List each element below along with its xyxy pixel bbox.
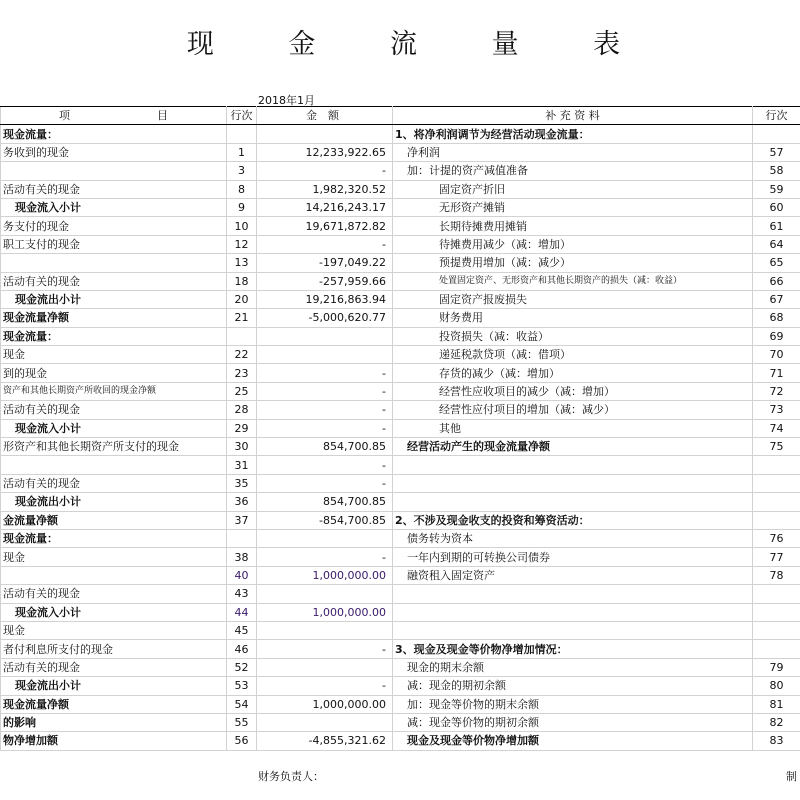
header-supplement: 补 充 资 料 <box>393 107 753 125</box>
table-row <box>1 566 800 584</box>
row-amount: - <box>257 401 393 419</box>
table-row <box>1 713 800 731</box>
row-item: 现金 <box>1 621 227 639</box>
row-item <box>1 254 227 272</box>
row-number: 20 <box>227 290 257 308</box>
row-number: 45 <box>227 621 257 639</box>
table-row <box>1 217 800 235</box>
supplement-item: 投资损失（减：收益） <box>393 327 753 345</box>
row-number: 21 <box>227 309 257 327</box>
supplement-row-number <box>753 125 800 143</box>
supplement-row-number: 74 <box>753 419 800 437</box>
table-row <box>1 658 800 676</box>
supplement-row-number <box>753 621 800 639</box>
row-number: 36 <box>227 493 257 511</box>
row-item: 资产和其他长期资产所收回的现金净额 <box>1 382 227 400</box>
row-amount: - <box>257 474 393 492</box>
preparer-label: 制 <box>786 770 797 783</box>
row-amount <box>257 621 393 639</box>
row-amount <box>257 658 393 676</box>
row-number: 43 <box>227 585 257 603</box>
table-row <box>1 162 800 180</box>
row-amount: - <box>257 640 393 658</box>
supplement-item: 预提费用增加（减：减少） <box>393 254 753 272</box>
supplement-item: 处置固定资产、无形资产和其他长期资产的损失（减：收益） <box>393 272 753 290</box>
row-item: 务支付的现金 <box>1 217 227 235</box>
supplement-row-number: 68 <box>753 309 800 327</box>
row-amount: - <box>257 162 393 180</box>
row-number: 28 <box>227 401 257 419</box>
supplement-row-number: 79 <box>753 658 800 676</box>
supplement-item <box>393 585 753 603</box>
row-amount: -854,700.85 <box>257 511 393 529</box>
header-item-b: 目 <box>157 109 168 123</box>
row-amount: -197,049.22 <box>257 254 393 272</box>
row-item: 现金流量： <box>1 529 227 547</box>
row-item: 活动有关的现金 <box>1 401 227 419</box>
header-amount: 金 额 <box>257 107 393 125</box>
row-number: 25 <box>227 382 257 400</box>
row-number: 31 <box>227 456 257 474</box>
supplement-row-number: 70 <box>753 346 800 364</box>
table-row <box>1 419 800 437</box>
row-amount <box>257 529 393 547</box>
supplement-row-number: 66 <box>753 272 800 290</box>
row-amount: 19,671,872.82 <box>257 217 393 235</box>
supplement-item: 加：计提的资产减值准备 <box>393 162 753 180</box>
supplement-item: 减：现金的期初余额 <box>393 677 753 695</box>
supplement-item: 现金的期末余额 <box>393 658 753 676</box>
row-item <box>1 456 227 474</box>
header-row-no: 行次 <box>227 107 257 125</box>
table-row <box>1 254 800 272</box>
supplement-row-number: 64 <box>753 235 800 253</box>
row-number: 53 <box>227 677 257 695</box>
supplement-row-number <box>753 493 800 511</box>
supplement-row-number <box>753 603 800 621</box>
supplement-item: 融资租入固定资产 <box>393 566 753 584</box>
supplement-item <box>393 493 753 511</box>
row-item: 活动有关的现金 <box>1 658 227 676</box>
supplement-row-number: 83 <box>753 732 800 750</box>
row-number: 10 <box>227 217 257 235</box>
table-row <box>1 346 800 364</box>
row-item: 活动有关的现金 <box>1 272 227 290</box>
row-amount <box>257 125 393 143</box>
table-row <box>1 143 800 161</box>
table-row <box>1 621 800 639</box>
supplement-row-number <box>753 456 800 474</box>
row-number: 46 <box>227 640 257 658</box>
row-amount: - <box>257 235 393 253</box>
row-number: 8 <box>227 180 257 198</box>
row-amount: 14,216,243.17 <box>257 198 393 216</box>
row-item: 活动有关的现金 <box>1 474 227 492</box>
row-number: 13 <box>227 254 257 272</box>
table-row <box>1 529 800 547</box>
row-item: 现金流量净额 <box>1 695 227 713</box>
row-item: 现金流入小计 <box>1 419 227 437</box>
supplement-item: 存货的减少（减：增加） <box>393 364 753 382</box>
row-number: 35 <box>227 474 257 492</box>
row-amount: 1,982,320.52 <box>257 180 393 198</box>
header-item-a: 项 <box>59 109 70 123</box>
row-number: 30 <box>227 438 257 456</box>
supplement-row-number: 60 <box>753 198 800 216</box>
supplement-row-number: 75 <box>753 438 800 456</box>
row-item: 职工支付的现金 <box>1 235 227 253</box>
row-item: 现金 <box>1 548 227 566</box>
table-row <box>1 732 800 750</box>
supplement-item: 经营性应收项目的减少（减：增加） <box>393 382 753 400</box>
table-row <box>1 640 800 658</box>
row-amount <box>257 346 393 364</box>
table-row <box>1 382 800 400</box>
supplement-item: 经营活动产生的现金流量净额 <box>393 438 753 456</box>
row-amount: 854,700.85 <box>257 493 393 511</box>
supplement-row-number: 71 <box>753 364 800 382</box>
cash-flow-table <box>0 106 800 751</box>
row-amount: - <box>257 456 393 474</box>
supplement-row-number <box>753 640 800 658</box>
row-number: 52 <box>227 658 257 676</box>
row-number: 38 <box>227 548 257 566</box>
supplement-item: 现金及现金等价物净增加额 <box>393 732 753 750</box>
row-amount <box>257 585 393 603</box>
row-number: 40 <box>227 566 257 584</box>
table-row <box>1 198 800 216</box>
table-row <box>1 401 800 419</box>
supplement-item <box>393 621 753 639</box>
table-row <box>1 677 800 695</box>
supplement-row-number: 72 <box>753 382 800 400</box>
supplement-row-number <box>753 474 800 492</box>
supplement-item: 一年内到期的可转换公司债券 <box>393 548 753 566</box>
supplement-item: 3、现金及现金等价物净增加情况： <box>393 640 753 658</box>
row-number: 3 <box>227 162 257 180</box>
table-row <box>1 180 800 198</box>
row-number: 23 <box>227 364 257 382</box>
row-item: 现金流出小计 <box>1 493 227 511</box>
row-number: 22 <box>227 346 257 364</box>
supplement-row-number: 57 <box>753 143 800 161</box>
row-amount: -5,000,620.77 <box>257 309 393 327</box>
row-amount: -4,855,321.62 <box>257 732 393 750</box>
row-number: 55 <box>227 713 257 731</box>
table-row <box>1 235 800 253</box>
supplement-item: 债务转为资本 <box>393 529 753 547</box>
row-amount: 1,000,000.00 <box>257 695 393 713</box>
supplement-row-number: 82 <box>753 713 800 731</box>
table-row <box>1 585 800 603</box>
row-amount: 19,216,863.94 <box>257 290 393 308</box>
row-amount <box>257 327 393 345</box>
table-row <box>1 364 800 382</box>
supplement-row-number: 81 <box>753 695 800 713</box>
row-amount: 1,000,000.00 <box>257 566 393 584</box>
row-number: 56 <box>227 732 257 750</box>
row-amount: 854,700.85 <box>257 438 393 456</box>
supplement-item <box>393 456 753 474</box>
supplement-item: 固定资产报废损失 <box>393 290 753 308</box>
table-row <box>1 493 800 511</box>
table-row <box>1 438 800 456</box>
table-row <box>1 695 800 713</box>
report-period: 2018年1月 <box>258 94 315 107</box>
supplement-item: 无形资产摊销 <box>393 198 753 216</box>
supplement-row-number: 65 <box>753 254 800 272</box>
table-row <box>1 474 800 492</box>
supplement-item: 其他 <box>393 419 753 437</box>
row-item: 现金流出小计 <box>1 677 227 695</box>
supplement-item: 待摊费用减少（减：增加） <box>393 235 753 253</box>
table-row <box>1 272 800 290</box>
supplement-item: 加：现金等价物的期末余额 <box>393 695 753 713</box>
row-item: 的影响 <box>1 713 227 731</box>
row-amount: -257,959.66 <box>257 272 393 290</box>
supplement-row-number: 61 <box>753 217 800 235</box>
table-header-row <box>1 107 800 125</box>
row-item: 现金 <box>1 346 227 364</box>
row-amount: - <box>257 677 393 695</box>
supplement-row-number <box>753 585 800 603</box>
row-item: 活动有关的现金 <box>1 180 227 198</box>
row-amount: - <box>257 419 393 437</box>
row-number: 54 <box>227 695 257 713</box>
row-amount: - <box>257 548 393 566</box>
row-item: 现金流量： <box>1 327 227 345</box>
header-row-no-2: 行次 <box>753 107 800 125</box>
table-row <box>1 456 800 474</box>
row-number: 1 <box>227 143 257 161</box>
supplement-item: 递延税款贷项（减：借项） <box>393 346 753 364</box>
table-row <box>1 309 800 327</box>
row-item: 现金流量： <box>1 125 227 143</box>
supplement-row-number: 78 <box>753 566 800 584</box>
row-item <box>1 162 227 180</box>
row-amount: 1,000,000.00 <box>257 603 393 621</box>
row-number: 18 <box>227 272 257 290</box>
row-number: 29 <box>227 419 257 437</box>
table-row <box>1 548 800 566</box>
row-number <box>227 327 257 345</box>
row-number: 12 <box>227 235 257 253</box>
table-row <box>1 603 800 621</box>
row-item: 现金流量净额 <box>1 309 227 327</box>
row-item: 物净增加额 <box>1 732 227 750</box>
supplement-row-number: 80 <box>753 677 800 695</box>
row-number <box>227 529 257 547</box>
table-row <box>1 290 800 308</box>
row-item: 现金流出小计 <box>1 290 227 308</box>
row-amount: 12,233,922.65 <box>257 143 393 161</box>
supplement-item: 2、不涉及现金收支的投资和筹资活动： <box>393 511 753 529</box>
row-item: 金流量净额 <box>1 511 227 529</box>
supplement-item: 1、将净利润调节为经营活动现金流量： <box>393 125 753 143</box>
supplement-row-number <box>753 511 800 529</box>
row-number: 44 <box>227 603 257 621</box>
row-amount <box>257 713 393 731</box>
supplement-item: 固定资产折旧 <box>393 180 753 198</box>
supplement-row-number: 69 <box>753 327 800 345</box>
row-number <box>227 125 257 143</box>
supplement-item: 经营性应付项目的增加（减：减少） <box>393 401 753 419</box>
row-item: 活动有关的现金 <box>1 585 227 603</box>
row-item: 到的现金 <box>1 364 227 382</box>
table-row <box>1 125 800 143</box>
finance-head-label: 财务负责人： <box>258 770 324 783</box>
supplement-row-number: 59 <box>753 180 800 198</box>
row-item: 务收到的现金 <box>1 143 227 161</box>
supplement-item <box>393 603 753 621</box>
supplement-row-number: 58 <box>753 162 800 180</box>
supplement-item <box>393 474 753 492</box>
row-item: 者付利息所支付的现金 <box>1 640 227 658</box>
row-number: 9 <box>227 198 257 216</box>
supplement-row-number: 67 <box>753 290 800 308</box>
table-row <box>1 511 800 529</box>
supplement-item: 减：现金等价物的期初余额 <box>393 713 753 731</box>
row-item: 现金流入小计 <box>1 198 227 216</box>
row-amount: - <box>257 364 393 382</box>
supplement-row-number: 76 <box>753 529 800 547</box>
row-amount: - <box>257 382 393 400</box>
table-row <box>1 327 800 345</box>
supplement-item: 财务费用 <box>393 309 753 327</box>
supplement-row-number: 77 <box>753 548 800 566</box>
header-item <box>1 107 227 125</box>
row-item: 现金流入小计 <box>1 603 227 621</box>
supplement-item: 长期待摊费用摊销 <box>393 217 753 235</box>
row-number: 37 <box>227 511 257 529</box>
page-title: 现 金 流 量 表 <box>186 29 654 60</box>
supplement-row-number: 73 <box>753 401 800 419</box>
supplement-item: 净利润 <box>393 143 753 161</box>
row-item <box>1 566 227 584</box>
row-item: 形资产和其他长期资产所支付的现金 <box>1 438 227 456</box>
